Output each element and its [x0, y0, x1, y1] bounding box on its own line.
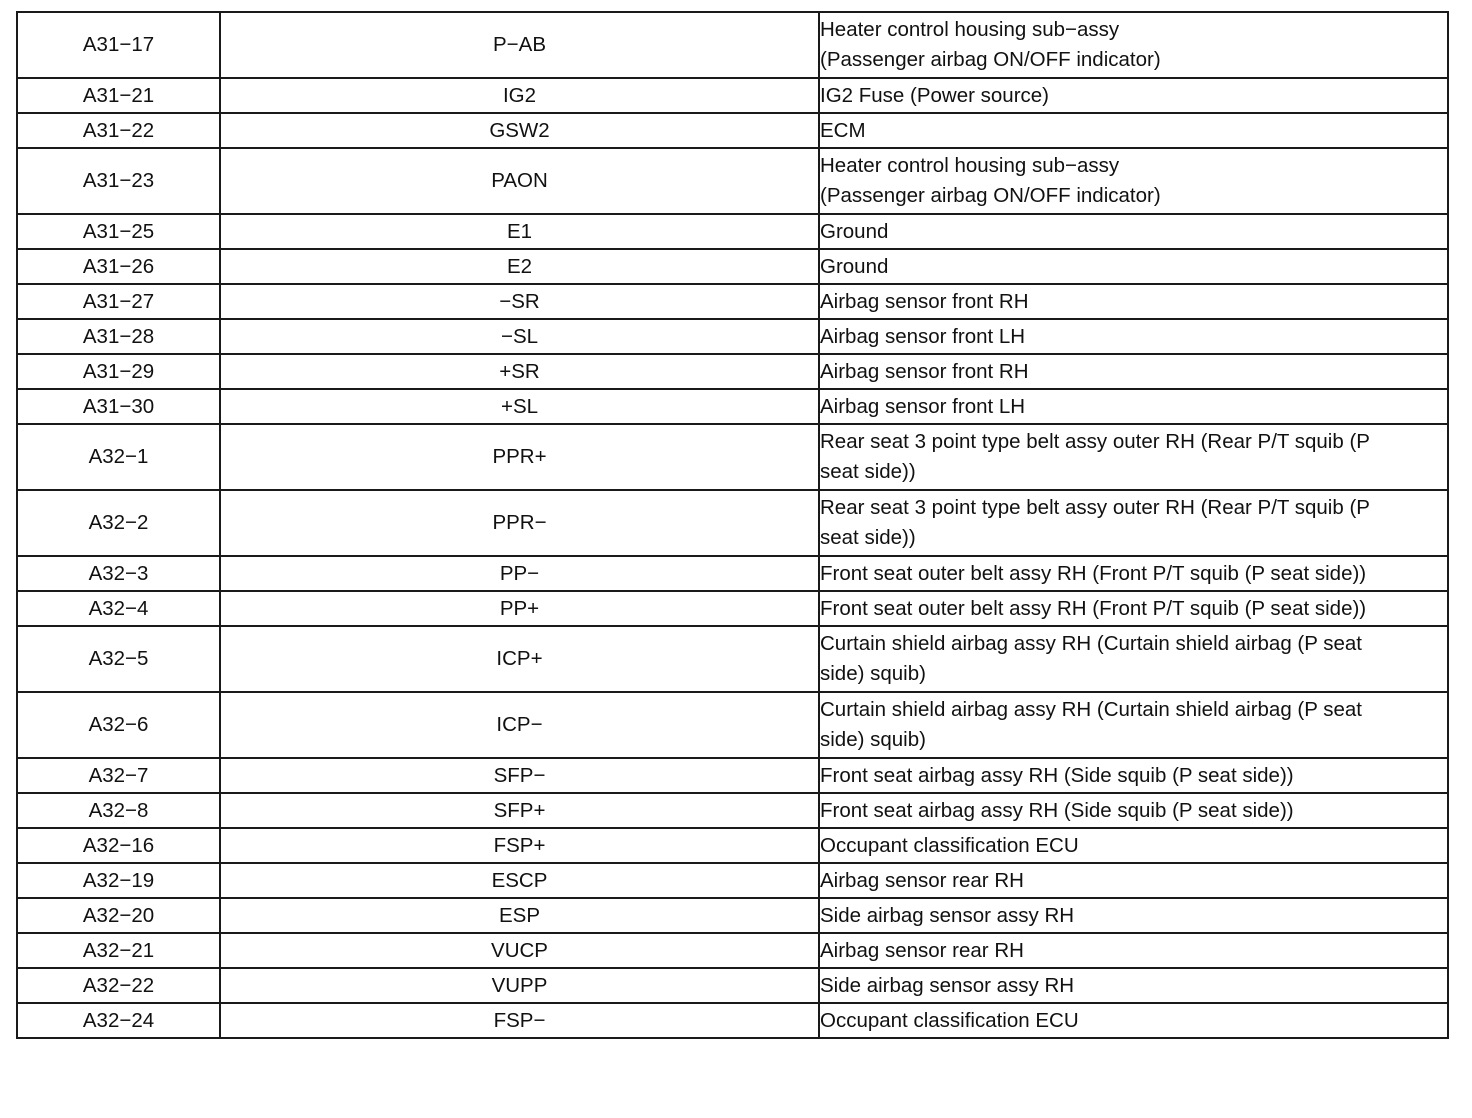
table-row [17, 793, 1448, 828]
table-row [17, 319, 1448, 354]
terminal-table [16, 11, 1449, 1039]
symbol-cell: E2 [220, 249, 819, 284]
description-line: side) squib) [820, 662, 926, 685]
table-row [17, 692, 1448, 758]
description-line: Curtain shield airbag assy RH (Curtain shield airbag (P seat [820, 698, 1362, 721]
symbol-cell: FSP− [220, 1003, 819, 1038]
description-line: Airbag sensor front LH [820, 394, 1026, 418]
description-line: ECM [820, 118, 866, 142]
description-line: Heater control housing sub−assy [820, 18, 1120, 41]
description-line: seat side)) [820, 460, 916, 483]
symbol-cell: −SR [220, 284, 819, 319]
terminal-cell: A31−25 [17, 214, 220, 249]
table-row [17, 12, 1448, 78]
description-cell [819, 319, 1448, 354]
description-line: Curtain shield airbag assy RH (Curtain shield airbag (P seat [820, 632, 1362, 655]
table-row [17, 354, 1448, 389]
symbol-cell: PP+ [220, 591, 819, 626]
symbol-cell: PAON [220, 148, 819, 214]
description-line: Occupant classification ECU [820, 1008, 1079, 1032]
description-line: Heater control housing sub−assy [820, 154, 1120, 177]
description-line: Airbag sensor front LH [820, 324, 1026, 348]
symbol-cell: PP− [220, 556, 819, 591]
description-line: Front seat outer belt assy RH (Front P/T squib (P seat side)) [820, 561, 1367, 585]
description-line: side) squib) [820, 728, 926, 751]
description-line: Airbag sensor rear RH [820, 868, 1024, 892]
description-cell [819, 214, 1448, 249]
description-cell [819, 12, 1448, 78]
terminal-cell: A32−4 [17, 591, 220, 626]
symbol-cell: E1 [220, 214, 819, 249]
description-cell [819, 626, 1448, 692]
description-cell [819, 78, 1448, 113]
symbol-cell: +SL [220, 389, 819, 424]
symbol-cell: PPR+ [220, 424, 819, 490]
table-row [17, 490, 1448, 556]
terminal-cell: A32−24 [17, 1003, 220, 1038]
symbol-cell: VUCP [220, 933, 819, 968]
terminal-cell: A32−8 [17, 793, 220, 828]
symbol-cell: ESP [220, 898, 819, 933]
table-row [17, 424, 1448, 490]
symbol-cell: SFP+ [220, 793, 819, 828]
description-cell [819, 591, 1448, 626]
description-cell [819, 692, 1448, 758]
terminal-cell: A32−16 [17, 828, 220, 863]
description-cell [819, 863, 1448, 898]
table-row [17, 758, 1448, 793]
table-row [17, 148, 1448, 214]
terminal-cell: A31−22 [17, 113, 220, 148]
table-row [17, 626, 1448, 692]
table-row [17, 78, 1448, 113]
description-line: seat side)) [820, 526, 916, 549]
terminal-cell: A32−20 [17, 898, 220, 933]
terminal-cell: A32−5 [17, 626, 220, 692]
description-cell [819, 113, 1448, 148]
symbol-cell: P−AB [220, 12, 819, 78]
symbol-cell: +SR [220, 354, 819, 389]
description-line: Airbag sensor front RH [820, 289, 1029, 313]
table-row [17, 933, 1448, 968]
table-row [17, 828, 1448, 863]
description-line: (Passenger airbag ON/OFF indicator) [820, 48, 1161, 71]
description-cell [819, 490, 1448, 556]
table-row [17, 968, 1448, 1003]
terminal-cell: A32−2 [17, 490, 220, 556]
description-cell [819, 389, 1448, 424]
table-row [17, 284, 1448, 319]
terminal-cell: A32−22 [17, 968, 220, 1003]
symbol-cell: ICP− [220, 692, 819, 758]
description-line: Rear seat 3 point type belt assy outer RH (Rear P/T squib (P [820, 430, 1370, 453]
description-cell [819, 354, 1448, 389]
description-cell [819, 424, 1448, 490]
symbol-cell: GSW2 [220, 113, 819, 148]
symbol-cell: ESCP [220, 863, 819, 898]
description-line: (Passenger airbag ON/OFF indicator) [820, 184, 1161, 207]
symbol-cell: IG2 [220, 78, 819, 113]
table-row [17, 1003, 1448, 1038]
table-row [17, 556, 1448, 591]
terminal-cell: A31−17 [17, 12, 220, 78]
terminal-cell: A32−19 [17, 863, 220, 898]
description-line: Ground [820, 219, 889, 243]
table-row [17, 113, 1448, 148]
description-cell [819, 793, 1448, 828]
description-line: Ground [820, 254, 889, 278]
symbol-cell: PPR− [220, 490, 819, 556]
description-cell [819, 249, 1448, 284]
description-line: IG2 Fuse (Power source) [820, 83, 1049, 107]
description-line: Airbag sensor front RH [820, 359, 1029, 383]
table-row [17, 863, 1448, 898]
terminal-cell: A31−26 [17, 249, 220, 284]
description-line: Front seat airbag assy RH (Side squib (P seat side)) [820, 763, 1294, 787]
terminal-cell: A31−27 [17, 284, 220, 319]
description-cell [819, 556, 1448, 591]
terminal-cell: A31−29 [17, 354, 220, 389]
description-cell [819, 148, 1448, 214]
terminal-cell: A31−23 [17, 148, 220, 214]
description-line: Airbag sensor rear RH [820, 938, 1024, 962]
description-cell [819, 933, 1448, 968]
symbol-cell: VUPP [220, 968, 819, 1003]
terminal-cell: A31−30 [17, 389, 220, 424]
terminal-table-body [17, 12, 1448, 1038]
table-row [17, 898, 1448, 933]
table-row [17, 591, 1448, 626]
description-cell [819, 898, 1448, 933]
terminal-cell: A31−21 [17, 78, 220, 113]
terminal-cell: A32−3 [17, 556, 220, 591]
symbol-cell: −SL [220, 319, 819, 354]
description-line: Front seat airbag assy RH (Side squib (P seat side)) [820, 798, 1294, 822]
description-cell [819, 1003, 1448, 1038]
description-line: Rear seat 3 point type belt assy outer RH (Rear P/T squib (P [820, 496, 1370, 519]
table-row [17, 389, 1448, 424]
description-line: Occupant classification ECU [820, 833, 1079, 857]
description-line: Side airbag sensor assy RH [820, 973, 1075, 997]
description-cell [819, 758, 1448, 793]
terminal-cell: A32−1 [17, 424, 220, 490]
terminal-cell: A32−21 [17, 933, 220, 968]
description-cell [819, 284, 1448, 319]
terminal-cell: A32−6 [17, 692, 220, 758]
description-line: Front seat outer belt assy RH (Front P/T squib (P seat side)) [820, 596, 1367, 620]
table-row [17, 214, 1448, 249]
description-line: Side airbag sensor assy RH [820, 903, 1075, 927]
terminal-cell: A32−7 [17, 758, 220, 793]
symbol-cell: ICP+ [220, 626, 819, 692]
description-cell [819, 968, 1448, 1003]
table-row [17, 249, 1448, 284]
symbol-cell: SFP− [220, 758, 819, 793]
symbol-cell: FSP+ [220, 828, 819, 863]
terminal-cell: A31−28 [17, 319, 220, 354]
description-cell [819, 828, 1448, 863]
